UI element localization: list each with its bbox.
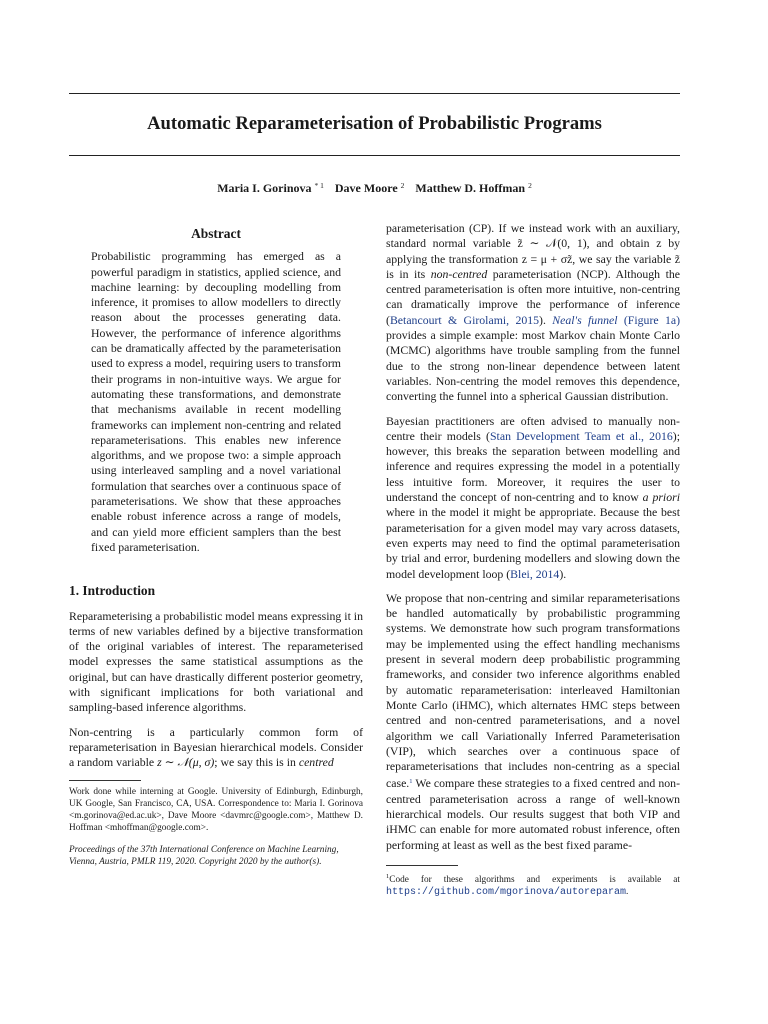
author-2 — [335, 181, 405, 195]
abstract-block — [69, 249, 363, 555]
right-p3-text: We propose that non-centring and similar reparameterisations be handled automatically by probabilistic programming systems. We demonstrate how such program transformations may be implemented using the effect handling mechanisms present in several modern deep probabilistic programming frameworks, and consider two inference algorithms enabled by automatic reparameterisation: interleaved Hamiltonian Monte Carlo (iHMC), which alternates HMC steps between centred and non-centred parameterisations, and a novel algorithm we call Variationally Inferred Parameterisation (VIP), which searches over a continuous space of reparameterisations that includes non-centring as a special case. — [386, 590, 680, 791]
intro-p2-emph: centred — [298, 755, 334, 770]
author-list — [69, 181, 680, 196]
right-p1-text-b: parameterisation (NCP). Although the centred parameterisation is often more intuitive, non-centring can dramatically improve the performance of inference ( — [386, 266, 680, 327]
section-heading-introduction: 1. Introduction — [69, 583, 156, 599]
abstract-text: Probabilistic programming has emerged as a powerful paradigm in statistics, applied science, and machine learning: by decoupling modelling from inference, it promises to allow modellers to directly reason about the processes generating data. However, the performance of inference algorithms can be dramatically affected by the parameterisation used to express a model, requiring users to transform their programs in non-intuitive ways. We argue for automating these transformations, and demonstrate that mechanisms available in recent modelling frameworks can implement non-centring and related reparameterisations. This enables new inference algorithms, and we propose two: a simple approach using interleaved sampling and a novel variational formulation that searches over a continuous space of parameterisations. We show that these approaches enable robust inference across a range of models, and can yield more efficient samplers than the best fixed parameterisation. — [91, 249, 341, 554]
author-2-name: Dave Moore — [334, 181, 398, 195]
author-1-name: Maria I. Gorinova — [217, 181, 312, 195]
right-column — [386, 221, 680, 899]
intro-paragraph-2 — [69, 725, 363, 771]
intro-p2-text-b: ; we say this is in — [214, 755, 299, 770]
citation-stan[interactable]: Stan Development Team et al., 2016 — [490, 428, 673, 443]
code-footnote: $^1$Code for these algorithms and experiments is available at https://github.com/mgorinova/autoreparam. — [386, 872, 680, 898]
title-rule-bottom — [69, 155, 680, 156]
right-paragraph-1 — [386, 221, 680, 405]
right-p2-text-b: ); however, this breaks the separation between modelling and inference and requires expressing the model in a potentially less intuitive form. Moreover, it requires the user to understand the concept of non-centring and to know — [386, 428, 680, 505]
right-p1-emph: non-centred — [430, 266, 488, 281]
paper-title: Automatic Reparameterisation of Probabilistic Programs — [147, 113, 602, 134]
left-column — [69, 226, 363, 868]
right-p3-text-b: We compare these strategies to a fixed centred and non-centred parameterisation across a range of well-known hierarchical models. Our results suggest that both VIP and iHMC can enable for more automated robust inference, often performing at least as well as the best fixed parame- — [386, 776, 680, 852]
author-2-mark: 2 — [400, 181, 405, 190]
author-3-mark: 2 — [528, 181, 532, 190]
neals-funnel-link[interactable]: Neal's funnel — [552, 312, 618, 327]
author-1 — [217, 181, 324, 195]
right-p1-text-c: ). — [539, 312, 553, 327]
affiliation-footnote: Work done while interning at Google. University of Edinburgh, Edinburgh, UK Google, San Francisco, CA, USA. Correspondence to: Maria I. Gorinova <m.gorinova@ed.ac.uk>, Dave Moore <davmrc@google.com>, Matthew D. Hoffman <mhoffman@google.com>. — [69, 786, 363, 833]
right-p2-text-c: where in the model it might be appropriate. Because the best parameterisation for a given model may vary across datasets, even experts may need to find the optimal parameterisation by trial and error, burdening modellers and slowing down the model development loop ( — [386, 505, 680, 581]
code-url-link[interactable]: https://github.com/mgorinova/autoreparam — [386, 886, 627, 898]
code-footnote-text: Code for these algorithms and experiments is available at — [389, 874, 680, 885]
right-p2-emph: a priori — [642, 490, 680, 505]
intro-paragraph-1: Reparameterising a probabilistic model means expressing it in terms of new variables defined by a bijective transformation of the original variables of interest. The reparameterised model expresses the same statistical assumptions as the original, but can have drastically different posterior geometry, with significant implications for both variational and sampling-based inference algorithms. — [69, 608, 363, 715]
title-rule-top — [69, 93, 680, 94]
intro-p2-math: z ∼ 𝒩(μ, σ) — [157, 755, 215, 770]
footnote-rule — [69, 780, 141, 781]
proceedings-note: Proceedings of the 37th International Conference on Machine Learning, Vienna, Austria, PMLR 119, 2020. Copyright 2020 by the author(s). — [69, 844, 339, 867]
code-footnote-rule — [386, 865, 458, 866]
right-p2-text: Bayesian practitioners are often advised to manually non-centre their models ( — [386, 413, 680, 443]
right-p2-text-d: ). — [559, 566, 567, 581]
author-3-name: Matthew D. Hoffman — [415, 181, 526, 195]
citation-blei[interactable]: Blei, 2014 — [510, 566, 560, 581]
abstract-heading: Abstract — [191, 226, 241, 241]
citation-betancourt[interactable]: Betancourt & Girolami, 2015 — [389, 312, 540, 327]
right-paragraph-3 — [386, 591, 680, 853]
right-p1-text: parameterisation (CP). If we instead work with an auxiliary, standard normal variable z̃ ∼ 𝒩(0, 1), and obtain z by applying the transformation z = μ + σz̃, we say the variable z̃ is in its — [386, 221, 680, 281]
right-p1-text-d: provides a simple example: most Markov chain Monte Carlo (MCMC) algorithms have trouble sampling from the funnel due to the strong non-linear dependence between latent variables. Non-centring the model removes this dependence, converting the funnel into a spherical Gaussian distribution. — [386, 328, 680, 404]
intro-p2-text: Non-centring is a particularly common form of reparameterisation in Bayesian hierarchical models. Consider a random variable — [69, 724, 363, 770]
footnote-marker-1[interactable]: 1 — [409, 778, 413, 786]
author-3 — [415, 181, 531, 195]
author-1-mark: * 1 — [314, 181, 324, 190]
figure-1a-link[interactable]: (Figure 1a) — [623, 312, 681, 327]
code-footnote-mark: 1 — [386, 872, 390, 880]
right-paragraph-2 — [386, 414, 680, 582]
